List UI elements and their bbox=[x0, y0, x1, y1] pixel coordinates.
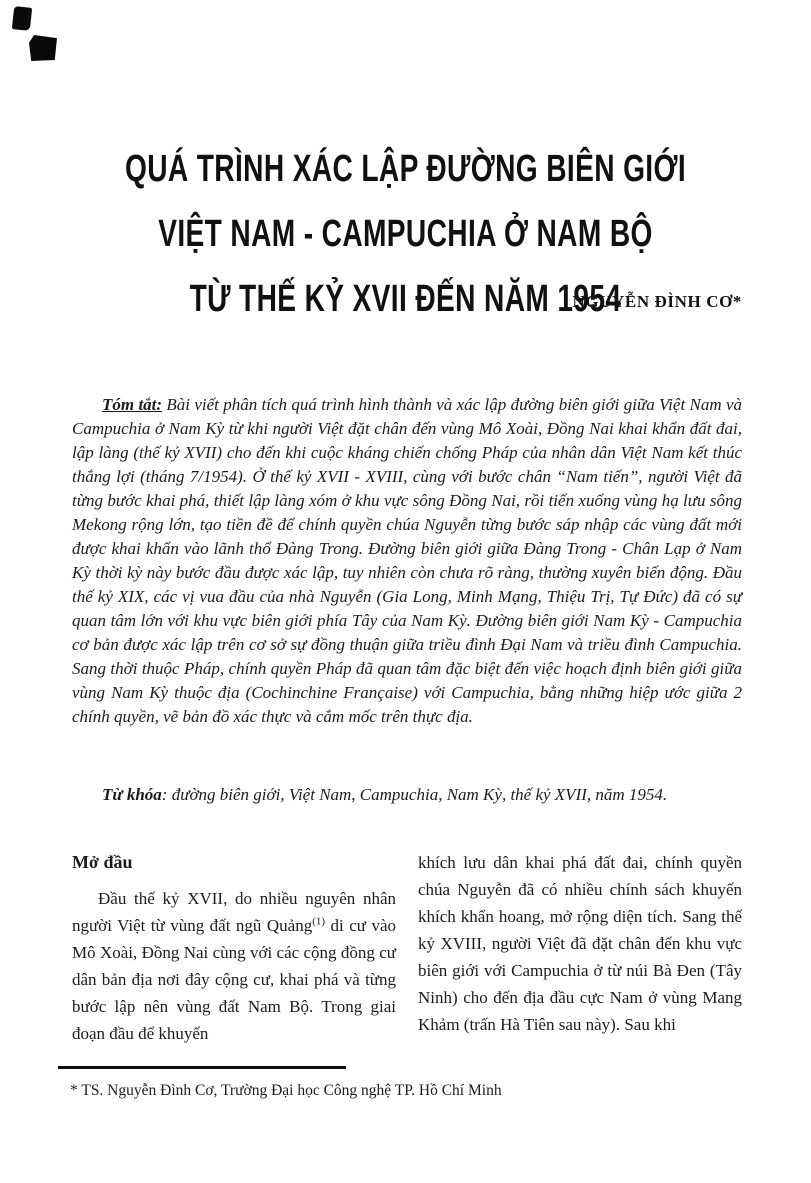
author-byline: NGUYỄN ĐÌNH CƠ* bbox=[572, 292, 742, 311]
footnote-divider bbox=[58, 1066, 346, 1069]
footnote-text: * TS. Nguyễn Đình Cơ, Trường Đại học Công nghệ TP. Hồ Chí Minh bbox=[70, 1082, 502, 1099]
ink-blot-artifact bbox=[29, 35, 57, 61]
keywords-label: Từ khóa bbox=[102, 785, 162, 804]
abstract-paragraph bbox=[72, 393, 742, 729]
paper-title-line-2: VIỆT NAM - CAMPUCHIA Ở NAM BỘ bbox=[158, 213, 653, 256]
paper-title-line-3: TỪ THẾ KỶ XVII ĐẾN NĂM 1954 bbox=[189, 278, 622, 321]
ink-blot-artifact bbox=[12, 6, 32, 31]
body-paragraph-right: khích lưu dân khai phá đất đai, chính quyền chúa Nguyễn đã có nhiều chính sách khuyến khích khẩn hoang, mở rộng diện tích. Sang thế kỷ XVIII, người Việt đã đặt chân đến khu vực biên giới với Campuchia ở từ núi Bà Đen (Tây Ninh) cho đến địa đầu cực Nam ở vùng Mang Khảm (trấn Hà Tiên sau này). Sau khi bbox=[418, 853, 742, 1034]
section-heading-intro: Mở đầu bbox=[72, 852, 133, 872]
body-columns bbox=[72, 849, 742, 1047]
abstract-label: Tóm tắt: bbox=[102, 395, 163, 414]
body-column-left bbox=[72, 849, 396, 1047]
abstract-text: Bài viết phân tích quá trình hình thành và xác lập đường biên giới giữa Việt Nam và Campuchia ở Nam Kỳ từ khi người Việt đặt chân đến vùng Mô Xoài, Đồng Nai khai khẩn đất đai, lập làng (thế kỷ XVII) cho đến khi cuộc kháng chiến chống Pháp của nhân dân Việt Nam kết thúc thắng lợi (tháng 7/1954). Ở thế kỷ XVII - XVIII, cùng với bước chân “Nam tiến”, người Việt đã từng bước khai phá, thiết lập làng xóm ở khu vực sông Đồng Nai, rồi tiến xuống vùng hạ lưu sông Mekong rộng lớn, tạo tiền đề để chính quyền chúa Nguyễn từng bước sáp nhập các vùng đất mới được khai khẩn vào lãnh thổ Đàng Trong. Đường biên giới giữa Đàng Trong - Chân Lạp ở Nam Kỳ thời kỳ này bước đầu được xác lập, tuy nhiên còn chưa rõ ràng, thường xuyên biến động. Đầu thế kỷ XIX, các vị vua đầu của nhà Nguyễn (Gia Long, Minh Mạng, Thiệu Trị, Tự Đức) đã có sự quan tâm lớn với khu vực biên giới phía Tây của Nam Kỳ. Đường biên giới Nam Kỳ - Campuchia cơ bản được xác lập trên cơ sở sự đồng thuận giữa triều đình Đại Nam và triều đình Campuchia. Sang thời thuộc Pháp, chính quyền Pháp đã quan tâm đặc biệt đến việc hoạch định biên giới giữa vùng Nam Kỳ thuộc địa (Cochinchine Française) với Campuchia, bằng những hiệp ước giữa 2 chính quyền, vẽ bản đồ xác thực và cắm mốc trên thực địa. bbox=[72, 395, 742, 726]
paper-title-line-1: QUÁ TRÌNH XÁC LẬP ĐƯỜNG BIÊN GIỚI bbox=[124, 148, 687, 191]
keywords-paragraph bbox=[72, 783, 742, 807]
body-column-right bbox=[418, 849, 742, 1047]
body-paragraph-left bbox=[72, 885, 396, 1047]
body-paragraph-left-text: Đầu thế kỷ XVII, do nhiều nguyên nhân người Việt từ vùng đất ngũ Quảng bbox=[72, 889, 396, 935]
footnote-reference: (1) bbox=[312, 915, 326, 928]
keywords-text: : đường biên giới, Việt Nam, Campuchia, Nam Kỳ, thế kỷ XVII, năm 1954. bbox=[161, 785, 668, 804]
body-paragraph-left-text-continued: di cư vào Mô Xoài, Đồng Nai cùng với các cộng đồng cư dân bản địa nơi đây cộng cư, khai phá và từng bước lập nên vùng đất Nam Bộ. Trong giai đoạn đầu để khuyến bbox=[72, 916, 396, 1043]
